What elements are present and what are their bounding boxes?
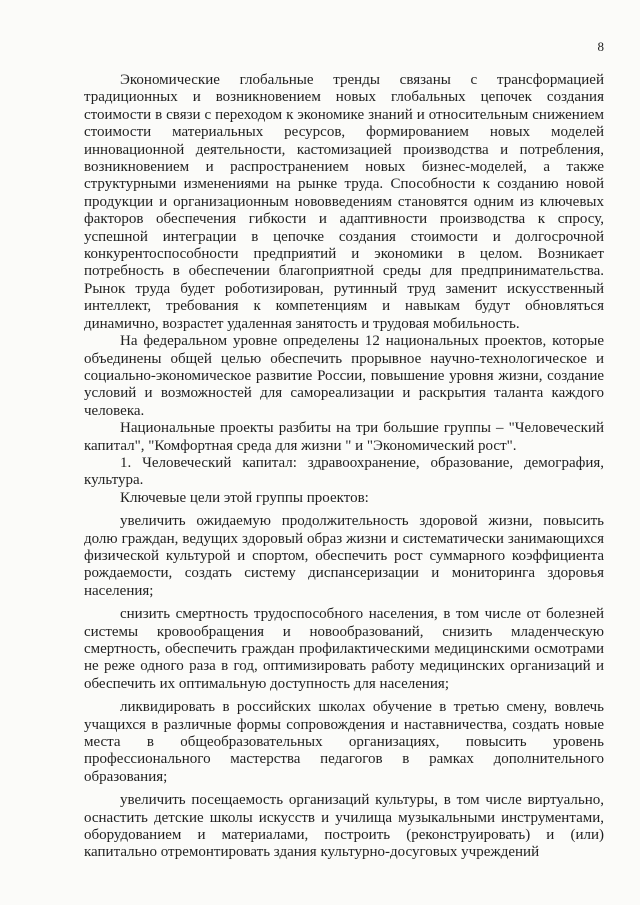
paragraph-global-trends: Экономические глобальные тренды связаны с трансформацией традиционных и возникновением новых глобальных цепочек создания стоимости в связи с переходом к экономике знаний и относительным снижением стоимости материальных ресурсов, формированием новых моделей инновационной деятельности, кастомизацией производства и потребления, возникновением и распространением новых бизнес-моделей, а также структурными изменениями на рынке труда. Способности к созданию новой продукции и организационным нововведениям становятся одним из ключевых факторов обеспечения гибкости и адаптивности производства к спросу, успешной интеграции в цепочке создания стоимости и долгосрочной конкурентоспособности предприятий и экономики в целом. Возникает потребность в обеспечении благоприятной среды для предпринимательства. Рынок труда будет роботизирован, рутинный труд заменит искусственный интеллект, требования к компетенциям и навыкам будут обновляться динамично, возрастет удаленная занятость и трудовая мобильность. <box>84 72 604 332</box>
document-body <box>84 72 604 862</box>
paragraph-key-goals-heading: Ключевые цели этой группы проектов: <box>120 489 369 506</box>
paragraph-goal-culture: увеличить посещаемость организаций культуры, в том числе виртуально, оснастить детские школы искусств и училища музыкальными инструментами, оборудованием и материалами, построить (реконструировать) и (или) капитально отремонтировать здания культурно-досуговых учреждений <box>84 792 604 861</box>
page-number: 8 <box>597 39 604 54</box>
paragraph-human-capital: 1. Человеческий капитал: здравоохранение, образование, демография, культура. <box>84 454 604 489</box>
paragraph-goal-health: увеличить ожидаемую продолжительность здоровой жизни, повысить долю граждан, ведущих здоровый образ жизни и систематически занимающихся физической культурой и спортом, обеспечить рост суммарного коэффициента рождаемости, создать систему диспансеризации и мониторинга здоровья населения; <box>84 513 604 599</box>
paragraph-goal-mortality: снизить смертность трудоспособного населения, в том числе от болезней системы кровообращения и новообразований, снизить младенческую смертность, обеспечить граждан профилактическими медицинскими осмотрами не реже одного раза в год, оптимизировать работу медицинских организаций и обеспечить их оптимальную доступность для населения; <box>84 606 604 692</box>
paragraph-goal-education: ликвидировать в российских школах обучение в третью смену, вовлечь учащихся в различные формы сопровождения и наставничества, создать новые места в общеобразовательных организациях, повысить уровень профессионального мастерства педагогов в рамках дополнительного образования; <box>84 699 604 785</box>
paragraph-project-groups: Национальные проекты разбиты на три большие группы – "Человеческий капитал", "Комфортная среда для жизни " и "Экономический рост". <box>84 420 604 454</box>
paragraph-national-projects: На федеральном уровне определены 12 национальных проектов, которые объединены общей целью обеспечить прорывное научно-технологическое и социально-экономическое развитие России, повышение уровня жизни, создание условий и возможностей для самореализации и раскрытия таланта каждого человека. <box>84 333 604 419</box>
